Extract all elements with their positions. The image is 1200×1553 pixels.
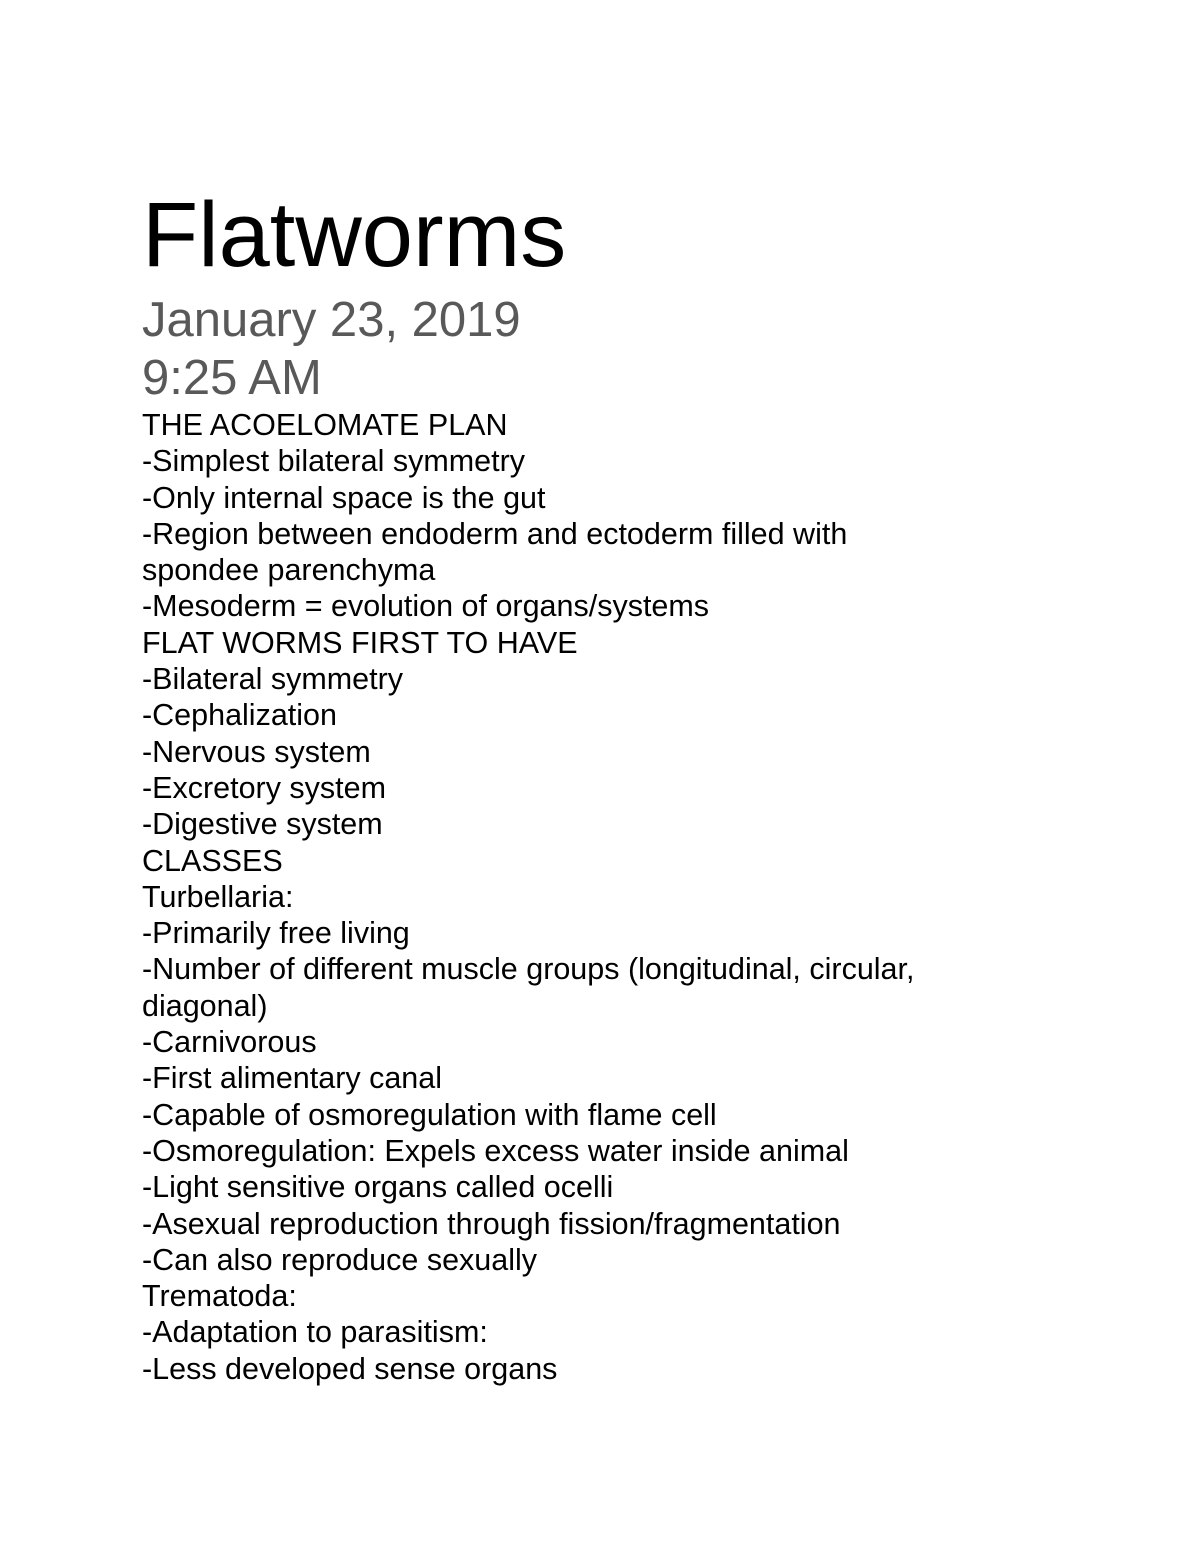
note-time: 9:25 AM [142,351,322,405]
text-line: -Nervous system [142,734,371,769]
text-line: FLAT WORMS FIRST TO HAVE [142,625,578,660]
text-line: -Capable of osmoregulation with flame cell [142,1097,717,1132]
text-line: -Can also reproduce sexually [142,1242,538,1277]
text-line: -Asexual reproduction through fission/fragmentation [142,1206,841,1241]
text-line: -Primarily free living [142,916,410,951]
text-line: -Excretory system [142,770,387,805]
text-line: -Adaptation to parasitism: [142,1315,488,1350]
text-line: -Osmoregulation: Expels excess water inside animal [142,1133,849,1168]
text-line: spondee parenchyma [142,553,436,588]
text-line: -Carnivorous [142,1025,317,1060]
note-date: January 23, 2019 [142,293,521,347]
note-body [142,407,1142,1387]
text-line: THE ACOELOMATE PLAN [142,408,508,442]
text-line: -Light sensitive organs called ocelli [142,1170,614,1205]
text-line: diagonal) [142,988,268,1023]
text-line: Turbellaria: [142,879,294,914]
note-content [142,175,1142,1387]
text-line: -Only internal space is the gut [142,480,546,515]
text-line: -Digestive system [142,807,383,842]
text-line: -Cephalization [142,698,337,733]
text-line: -Number of different muscle groups (longitudinal, circular, [142,952,915,987]
text-line: -Region between endoderm and ectoderm filled with [142,516,848,551]
text-line: Trematoda: [142,1279,297,1314]
text-line: CLASSES [142,843,283,878]
text-line: -Simplest bilateral symmetry [142,444,526,479]
text-line: -Mesoderm = evolution of organs/systems [142,589,710,624]
page-title: Flatworms [142,184,567,286]
text-line: -Less developed sense organs [142,1351,558,1386]
text-line: -Bilateral symmetry [142,662,403,697]
text-line: -First alimentary canal [142,1061,442,1096]
